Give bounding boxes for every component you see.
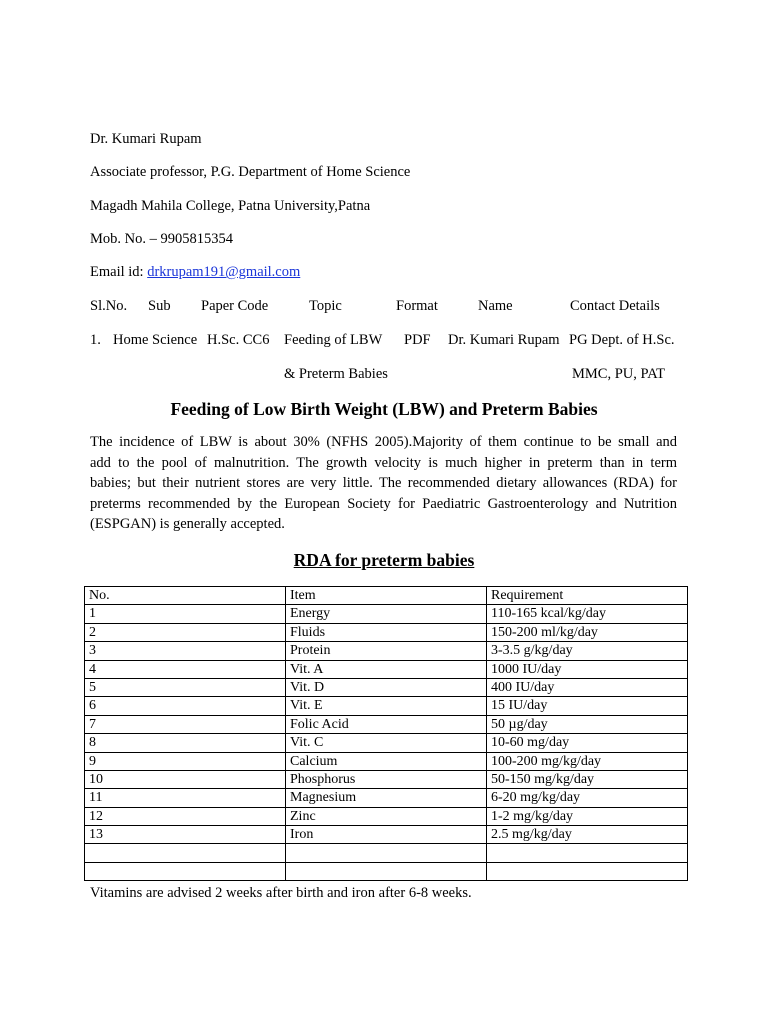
row-name: Dr. Kumari Rupam <box>448 332 560 348</box>
table-cell: 13 <box>85 826 286 844</box>
table-row <box>85 697 688 715</box>
table-cell: 150-200 ml/kg/day <box>487 623 688 641</box>
table-cell: Zinc <box>286 807 487 825</box>
table-cell: 2 <box>85 623 286 641</box>
table-cell: Calcium <box>286 752 487 770</box>
table-cell <box>85 862 286 880</box>
header-paper-code: Paper Code <box>201 298 269 314</box>
rda-table <box>84 586 688 881</box>
paragraph-line: babies; but their nutrient stores are very little. The recommended dietary allowances (RDA) for <box>90 475 677 491</box>
header-contact: Contact Details <box>570 298 660 314</box>
table-header-cell: Requirement <box>487 587 688 605</box>
table-row <box>85 826 688 844</box>
table-cell: 9 <box>85 752 286 770</box>
table-cell: 110-165 kcal/kg/day <box>487 605 688 623</box>
row-paper-code: H.Sc. CC6 <box>207 332 270 348</box>
table-cell <box>85 844 286 862</box>
header-format: Format <box>396 298 438 314</box>
table-row <box>85 623 688 641</box>
intro-paragraph <box>90 432 677 535</box>
table-cell: 1000 IU/day <box>487 660 688 678</box>
table-cell <box>286 844 487 862</box>
header-topic: Topic <box>309 298 342 314</box>
table-cell: 15 IU/day <box>487 697 688 715</box>
table-cell <box>286 862 487 880</box>
table-cell: 10-60 mg/day <box>487 734 688 752</box>
table-cell: 1-2 mg/kg/day <box>487 807 688 825</box>
table-cell: Protein <box>286 642 487 660</box>
table-row <box>85 642 688 660</box>
table-cell: 4 <box>85 660 286 678</box>
row-topic-cont: & Preterm Babies <box>284 366 388 382</box>
table-row <box>85 605 688 623</box>
paragraph-line: preterms recommended by the European Society for Paediatric Gastroenterology and Nutrition <box>90 495 677 512</box>
row-topic: Feeding of LBW <box>284 332 383 348</box>
table-header-cell: Item <box>286 587 487 605</box>
table-cell: Phosphorus <box>286 770 487 788</box>
paragraph-line: The incidence of LBW is about 30% (NFHS 2005).Majority of them continue to be small and <box>90 434 677 450</box>
table-cell: Iron <box>286 826 487 844</box>
table-cell: 50-150 mg/kg/day <box>487 770 688 788</box>
table-cell: Vit. A <box>286 660 487 678</box>
email-link[interactable]: drkrupam191@gmail.com <box>147 264 301 280</box>
table-cell: 12 <box>85 807 286 825</box>
row-format: PDF <box>404 332 431 348</box>
row-slno: 1. <box>90 332 101 348</box>
table-cell: 7 <box>85 715 286 733</box>
table-row <box>85 660 688 678</box>
row-contact-cont: MMC, PU, PAT <box>572 366 665 382</box>
table-cell: 3-3.5 g/kg/day <box>487 642 688 660</box>
table-header-row <box>85 587 688 605</box>
table-row <box>85 789 688 807</box>
table-row <box>85 862 688 880</box>
table-cell: Vit. D <box>286 678 487 696</box>
header-sub: Sub <box>148 298 171 314</box>
table-cell: Folic Acid <box>286 715 487 733</box>
table-row <box>85 734 688 752</box>
author-mobile: Mob. No. – 9905815354 <box>90 231 233 247</box>
table-cell: 100-200 mg/kg/day <box>487 752 688 770</box>
table-cell: Vit. E <box>286 697 487 715</box>
table-row <box>85 807 688 825</box>
table-cell: 1 <box>85 605 286 623</box>
table-header-cell: No. <box>85 587 286 605</box>
author-name: Dr. Kumari Rupam <box>90 131 202 147</box>
table-cell: 400 IU/day <box>487 678 688 696</box>
table-cell: 50 µg/day <box>487 715 688 733</box>
table-cell: Magnesium <box>286 789 487 807</box>
table-row <box>85 678 688 696</box>
paragraph-line: add to the pool of malnutrition. The growth velocity is much higher in preterm than in term <box>90 454 677 471</box>
table-cell: 3 <box>85 642 286 660</box>
table-row <box>85 770 688 788</box>
paragraph-line: (ESPGAN) is generally accepted. <box>90 516 285 532</box>
table-cell: 2.5 mg/kg/day <box>487 826 688 844</box>
author-email-line <box>90 263 300 281</box>
table-cell: Energy <box>286 605 487 623</box>
table-cell: 11 <box>85 789 286 807</box>
footnote: Vitamins are advised 2 weeks after birth and iron after 6-8 weeks. <box>90 885 472 901</box>
row-sub: Home Science <box>113 332 198 348</box>
table-cell: 5 <box>85 678 286 696</box>
table-cell: 6-20 mg/kg/day <box>487 789 688 807</box>
header-slno: Sl.No. <box>90 298 128 314</box>
table-cell <box>487 844 688 862</box>
author-college: Magadh Mahila College, Patna University,Patna <box>90 198 371 214</box>
table-cell <box>487 862 688 880</box>
author-position: Associate professor, P.G. Department of Home Science <box>90 164 411 180</box>
table-cell: 10 <box>85 770 286 788</box>
table-cell: 6 <box>85 697 286 715</box>
table-row <box>85 752 688 770</box>
header-name: Name <box>478 298 513 314</box>
table-row <box>85 844 688 862</box>
table-cell: Fluids <box>286 623 487 641</box>
email-label: Email id: <box>90 264 148 280</box>
row-contact: PG Dept. of H.Sc. <box>569 332 675 348</box>
table-cell: Vit. C <box>286 734 487 752</box>
table-row <box>85 715 688 733</box>
table-cell: 8 <box>85 734 286 752</box>
page-title: Feeding of Low Birth Weight (LBW) and Preterm Babies <box>170 399 598 419</box>
rda-table-title: RDA for preterm babies <box>293 550 475 570</box>
